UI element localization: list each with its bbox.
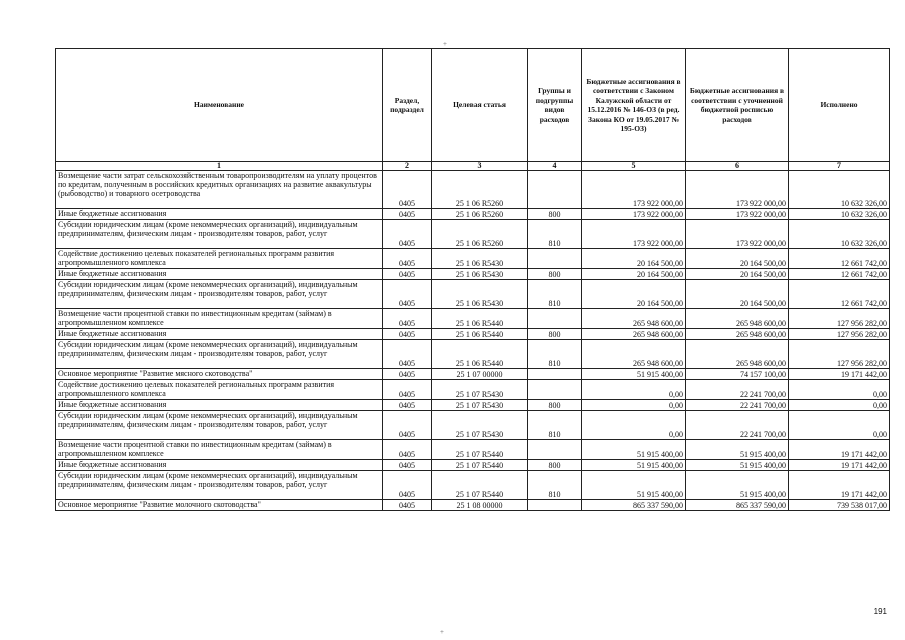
row-assign-refined: 74 157 100,00: [686, 369, 789, 380]
row-section: 0405: [383, 340, 432, 369]
row-assign-law: 51 915 400,00: [582, 440, 686, 460]
scan-mark: +: [440, 628, 444, 636]
row-section: 0405: [383, 280, 432, 309]
header-article: Целевая статья: [432, 49, 528, 162]
row-name: Возмещение части процентной ставки по инвестиционным кредитам (займам) в агропромышленном комплексе: [56, 309, 383, 329]
row-section: 0405: [383, 249, 432, 269]
row-name: Субсидии юридическим лицам (кроме некоммерческих организаций), индивидуальным предпринимателям, физическим лицам - производителям товаров, работ, услуг: [56, 471, 383, 500]
row-executed: 19 171 442,00: [789, 460, 890, 471]
column-number: 2: [383, 162, 432, 171]
table-row: [56, 400, 890, 411]
row-executed: 12 661 742,00: [789, 249, 890, 269]
row-article: 25 1 06 R5430: [432, 249, 528, 269]
row-assign-refined: 865 337 590,00: [686, 500, 789, 511]
table-row: [56, 309, 890, 329]
row-executed: 19 171 442,00: [789, 440, 890, 460]
row-section: 0405: [383, 220, 432, 249]
row-assign-law: 0,00: [582, 411, 686, 440]
row-executed: 0,00: [789, 380, 890, 400]
row-name: Иные бюджетные ассигнования: [56, 209, 383, 220]
row-group: 810: [528, 471, 582, 500]
row-section: 0405: [383, 471, 432, 500]
table-row: [56, 500, 890, 511]
row-executed: 12 661 742,00: [789, 280, 890, 309]
row-article: 25 1 07 R5430: [432, 380, 528, 400]
row-section: 0405: [383, 400, 432, 411]
row-name: Субсидии юридическим лицам (кроме некоммерческих организаций), индивидуальным предпринимателям, физическим лицам - производителям товаров, работ, услуг: [56, 280, 383, 309]
row-group: [528, 369, 582, 380]
table-row: [56, 171, 890, 209]
row-group: [528, 380, 582, 400]
table-row: [56, 440, 890, 460]
row-name: Субсидии юридическим лицам (кроме некоммерческих организаций), индивидуальным предпринимателям, физическим лицам - производителям товаров, работ, услуг: [56, 411, 383, 440]
row-article: 25 1 07 R5440: [432, 460, 528, 471]
row-section: 0405: [383, 329, 432, 340]
row-executed: 0,00: [789, 411, 890, 440]
row-assign-law: 173 922 000,00: [582, 220, 686, 249]
row-name: Субсидии юридическим лицам (кроме некоммерческих организаций), индивидуальным предпринимателям, физическим лицам - производителям товаров, работ, услуг: [56, 340, 383, 369]
header-assign-law: Бюджетные ассигнования в соответствии с Законом Калужской области от 15.12.2016 № 146-ОЗ (в ред. Закона КО от 19.05.2017 № 195-ОЗ): [582, 49, 686, 162]
column-number: 4: [528, 162, 582, 171]
row-name: Возмещение части затрат сельскохозяйственным товаропроизводителям на уплату процентов по кредитам, полученным в российских кредитных организациях на развитие аквакультуры (рыбоводство) и товарного осетроводства: [56, 171, 383, 209]
row-executed: 19 171 442,00: [789, 369, 890, 380]
row-section: 0405: [383, 209, 432, 220]
column-number: 6: [686, 162, 789, 171]
row-assign-refined: 265 948 600,00: [686, 329, 789, 340]
table-row: [56, 380, 890, 400]
row-assign-law: 20 164 500,00: [582, 269, 686, 280]
row-assign-law: 51 915 400,00: [582, 471, 686, 500]
row-assign-law: 20 164 500,00: [582, 249, 686, 269]
table-row: [56, 471, 890, 500]
row-article: 25 1 06 R5260: [432, 171, 528, 209]
table-row: [56, 329, 890, 340]
row-assign-law: 0,00: [582, 380, 686, 400]
row-section: 0405: [383, 411, 432, 440]
row-article: 25 1 07 R5430: [432, 411, 528, 440]
budget-table: [55, 48, 890, 511]
row-group: [528, 249, 582, 269]
row-section: 0405: [383, 171, 432, 209]
row-executed: 10 632 326,00: [789, 209, 890, 220]
row-executed: 739 538 017,00: [789, 500, 890, 511]
row-assign-refined: 22 241 700,00: [686, 411, 789, 440]
row-group: 800: [528, 460, 582, 471]
table-header: [56, 49, 890, 171]
row-assign-refined: 173 922 000,00: [686, 209, 789, 220]
row-assign-refined: 265 948 600,00: [686, 309, 789, 329]
table-row: [56, 209, 890, 220]
row-section: 0405: [383, 460, 432, 471]
row-executed: 10 632 326,00: [789, 220, 890, 249]
row-name: Иные бюджетные ассигнования: [56, 460, 383, 471]
row-assign-law: 20 164 500,00: [582, 280, 686, 309]
table-row: [56, 340, 890, 369]
row-group: 810: [528, 340, 582, 369]
row-section: 0405: [383, 500, 432, 511]
row-assign-law: 173 922 000,00: [582, 209, 686, 220]
row-executed: 127 956 282,00: [789, 309, 890, 329]
row-assign-refined: 173 922 000,00: [686, 171, 789, 209]
row-assign-law: 865 337 590,00: [582, 500, 686, 511]
row-group: 800: [528, 269, 582, 280]
column-number: 7: [789, 162, 890, 171]
header-groups: Группы и подгруппы видов расходов: [528, 49, 582, 162]
row-article: 25 1 06 R5440: [432, 309, 528, 329]
row-article: 25 1 06 R5440: [432, 329, 528, 340]
table-row: [56, 280, 890, 309]
column-number: 1: [56, 162, 383, 171]
row-executed: 127 956 282,00: [789, 329, 890, 340]
row-section: 0405: [383, 369, 432, 380]
row-group: 800: [528, 400, 582, 411]
row-assign-law: 265 948 600,00: [582, 309, 686, 329]
header-section: Раздел, подраздел: [383, 49, 432, 162]
row-assign-refined: 20 164 500,00: [686, 269, 789, 280]
row-executed: 12 661 742,00: [789, 269, 890, 280]
scan-mark: +: [443, 40, 447, 48]
row-executed: 19 171 442,00: [789, 471, 890, 500]
row-assign-refined: 51 915 400,00: [686, 460, 789, 471]
row-executed: 127 956 282,00: [789, 340, 890, 369]
row-article: 25 1 06 R5430: [432, 269, 528, 280]
row-section: 0405: [383, 440, 432, 460]
row-name: Содействие достижению целевых показателей региональных программ развития агропромышленного комплекса: [56, 380, 383, 400]
row-assign-refined: 22 241 700,00: [686, 380, 789, 400]
table-row: [56, 220, 890, 249]
row-group: [528, 500, 582, 511]
row-name: Основное мероприятие "Развитие молочного скотоводства": [56, 500, 383, 511]
column-number: 3: [432, 162, 528, 171]
row-assign-law: 265 948 600,00: [582, 329, 686, 340]
row-article: 25 1 06 R5440: [432, 340, 528, 369]
row-section: 0405: [383, 309, 432, 329]
row-assign-refined: 173 922 000,00: [686, 220, 789, 249]
row-name: Основное мероприятие "Развитие мясного скотоводства": [56, 369, 383, 380]
table-row: [56, 460, 890, 471]
row-group: 810: [528, 220, 582, 249]
row-assign-law: 0,00: [582, 400, 686, 411]
column-number: 5: [582, 162, 686, 171]
table-body: [56, 171, 890, 511]
row-article: 25 1 07 R5440: [432, 440, 528, 460]
row-group: 800: [528, 209, 582, 220]
row-executed: 0,00: [789, 400, 890, 411]
table-row: [56, 249, 890, 269]
row-assign-law: 51 915 400,00: [582, 369, 686, 380]
row-assign-refined: 20 164 500,00: [686, 249, 789, 269]
table-row: [56, 369, 890, 380]
row-assign-law: 173 922 000,00: [582, 171, 686, 209]
row-assign-refined: 22 241 700,00: [686, 400, 789, 411]
row-article: 25 1 07 R5430: [432, 400, 528, 411]
row-name: Иные бюджетные ассигнования: [56, 400, 383, 411]
row-assign-refined: 51 915 400,00: [686, 440, 789, 460]
row-assign-law: 51 915 400,00: [582, 460, 686, 471]
page-number: 191: [873, 607, 887, 616]
row-section: 0405: [383, 380, 432, 400]
row-article: 25 1 06 R5260: [432, 209, 528, 220]
table-row: [56, 269, 890, 280]
row-executed: 10 632 326,00: [789, 171, 890, 209]
row-group: [528, 440, 582, 460]
row-name: Возмещение части процентной ставки по инвестиционным кредитам (займам) в агропромышленном комплексе: [56, 440, 383, 460]
row-name: Субсидии юридическим лицам (кроме некоммерческих организаций), индивидуальным предпринимателям, физическим лицам - производителям товаров, работ, услуг: [56, 220, 383, 249]
row-name: Иные бюджетные ассигнования: [56, 269, 383, 280]
row-group: 800: [528, 329, 582, 340]
row-group: [528, 309, 582, 329]
row-section: 0405: [383, 269, 432, 280]
row-name: Содействие достижению целевых показателей региональных программ развития агропромышленного комплекса: [56, 249, 383, 269]
row-article: 25 1 07 00000: [432, 369, 528, 380]
row-group: 810: [528, 411, 582, 440]
row-group: [528, 171, 582, 209]
row-name: Иные бюджетные ассигнования: [56, 329, 383, 340]
row-article: 25 1 07 R5440: [432, 471, 528, 500]
row-article: 25 1 08 00000: [432, 500, 528, 511]
header-executed: Исполнено: [789, 49, 890, 162]
row-assign-law: 265 948 600,00: [582, 340, 686, 369]
row-article: 25 1 06 R5430: [432, 280, 528, 309]
header-assign-refined: Бюджетные ассигнования в соответствии с уточненной бюджетной росписью расходов: [686, 49, 789, 162]
table-row: [56, 411, 890, 440]
row-article: 25 1 06 R5260: [432, 220, 528, 249]
row-assign-refined: 51 915 400,00: [686, 471, 789, 500]
row-group: 810: [528, 280, 582, 309]
row-assign-refined: 265 948 600,00: [686, 340, 789, 369]
row-assign-refined: 20 164 500,00: [686, 280, 789, 309]
header-name: Наименование: [56, 49, 383, 162]
column-numbers-row: [56, 162, 890, 171]
